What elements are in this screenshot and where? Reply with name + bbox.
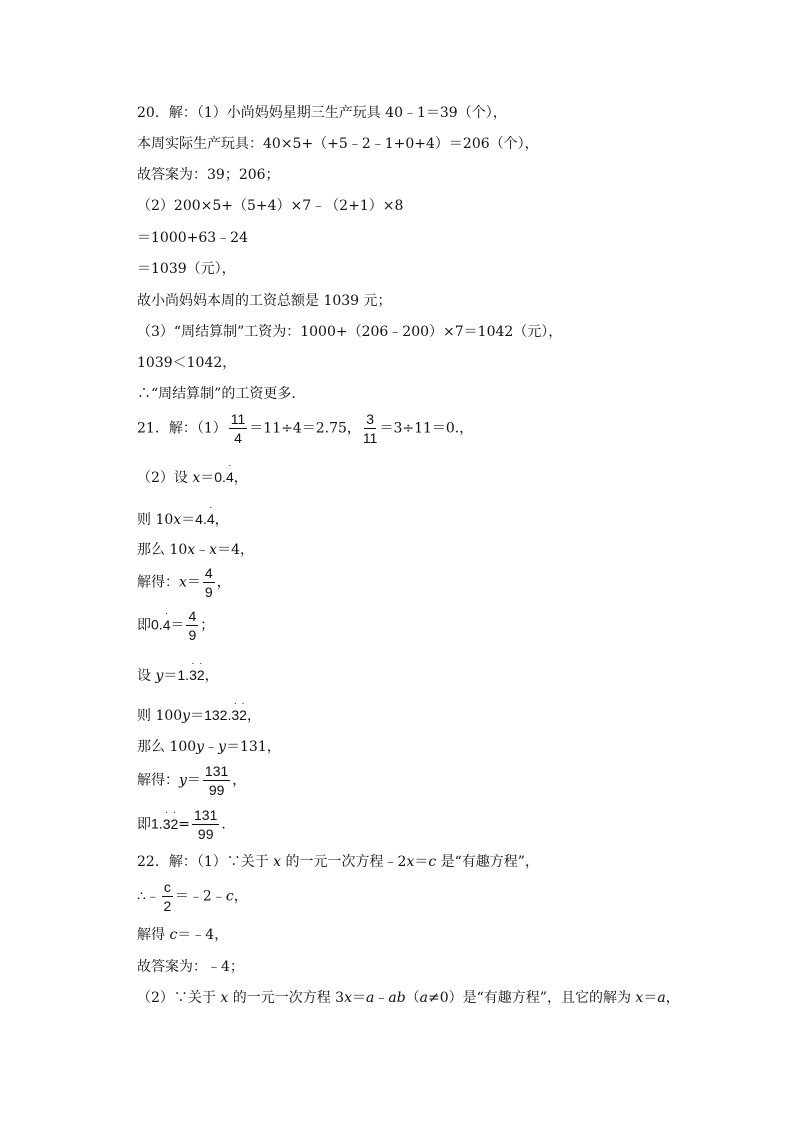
text: ， xyxy=(216,574,231,591)
text: ， xyxy=(214,512,229,528)
repeating-digit xyxy=(206,502,215,528)
text: ﹣ xyxy=(195,542,210,558)
repeating-digit xyxy=(225,460,234,486)
repeat-dot-icon: · xyxy=(228,460,232,471)
variable: x xyxy=(192,470,201,486)
text: （2）设 xyxy=(137,470,193,486)
text: ， xyxy=(246,708,261,724)
q21-line-1 xyxy=(137,412,473,445)
text: ∴﹣ xyxy=(137,888,160,905)
text: 则 100 xyxy=(137,708,183,724)
q20-line-3: 故答案为：39；206； xyxy=(137,167,280,183)
text: 那么 100 xyxy=(137,739,197,755)
text: ， xyxy=(665,990,680,1006)
text: ≠0）是“有趣方程”，且它的解为 xyxy=(428,990,636,1006)
numerator: c xyxy=(163,879,171,895)
repeating-digit xyxy=(162,806,171,833)
repeat-dot-icon: · xyxy=(199,658,203,669)
text: ＝ xyxy=(414,854,429,870)
q22-line-4: 故答案为：﹣4； xyxy=(137,959,244,975)
numerator: 3 xyxy=(366,411,375,427)
q21-line-5 xyxy=(137,566,231,599)
repeat-dot-icon: · xyxy=(164,607,169,619)
digit: 4 xyxy=(206,511,215,527)
fraction xyxy=(203,566,215,599)
denominator: 2 xyxy=(163,898,172,914)
text: ＝ xyxy=(186,574,201,591)
text: ﹣ xyxy=(204,739,219,755)
text: 的一元一次方程﹣2 xyxy=(281,854,407,870)
decimal-part: 0. xyxy=(214,469,226,485)
text: ＝ xyxy=(170,617,185,634)
decimal-part: 1. xyxy=(151,815,163,832)
numerator: 11 xyxy=(230,411,246,427)
digit: 3 xyxy=(231,707,240,723)
q20-line-9: 1039＜1042， xyxy=(137,355,237,371)
text: ， xyxy=(233,888,248,905)
text: 那么 10 xyxy=(137,542,188,558)
repeating-digit xyxy=(170,806,179,833)
q20-line-10: ∴“周结算制”的工资更多． xyxy=(137,386,306,402)
text: 解得： xyxy=(137,574,179,591)
text: 是“有趣方程”， xyxy=(436,854,539,870)
variable: ab xyxy=(388,990,406,1006)
variable: x xyxy=(635,990,644,1006)
decimal-part: 4. xyxy=(195,511,207,527)
repeat-dot-icon: · xyxy=(164,806,169,818)
numerator: 131 xyxy=(194,807,218,823)
digit: 3 xyxy=(162,815,171,832)
digit: 3 xyxy=(189,667,197,683)
variable: a xyxy=(419,990,429,1006)
text: 22．解：（1）∵关于 xyxy=(137,854,274,870)
q21-line-6 xyxy=(137,609,214,642)
text: ＝131， xyxy=(226,739,281,755)
repeating-digit xyxy=(189,658,197,684)
fraction xyxy=(162,880,173,913)
text: ＝ xyxy=(190,708,205,724)
digit: 4 xyxy=(225,469,234,485)
text: ， xyxy=(233,470,248,486)
variable: x xyxy=(273,854,282,870)
fraction xyxy=(186,609,198,642)
denominator: 11 xyxy=(362,430,378,446)
numerator: 4 xyxy=(204,565,213,581)
repeating-digit xyxy=(162,607,171,634)
repeat-dot-icon: · xyxy=(191,658,195,669)
q20-line-8: （3）“周结算制”工资为：1000+（206﹣200）×7＝1042（元）， xyxy=(137,324,563,340)
repeat-dot-icon: · xyxy=(172,806,177,818)
variable: x xyxy=(173,512,182,528)
text: 解得 xyxy=(137,927,170,943)
variable: a xyxy=(657,990,666,1006)
text: ＝ xyxy=(351,990,366,1006)
variable: y xyxy=(179,772,187,789)
repeating-digit xyxy=(196,658,205,684)
text: ＝11÷4＝2.75， xyxy=(249,420,361,437)
q21-line-4 xyxy=(137,541,254,559)
decimal-part: 132. xyxy=(204,707,232,723)
variable: x xyxy=(220,990,229,1006)
digit: 2 xyxy=(170,815,179,832)
denominator: 4 xyxy=(234,430,242,446)
q21-line-10 xyxy=(137,764,246,797)
denominator: 9 xyxy=(204,584,213,600)
variable: x xyxy=(187,542,196,558)
variable: y xyxy=(196,739,205,755)
text: ， xyxy=(204,668,219,684)
variable: x xyxy=(209,542,218,558)
q20-line-6: ＝1039（元）， xyxy=(137,261,236,277)
text: = xyxy=(178,816,191,833)
denominator: 99 xyxy=(197,826,214,842)
variable: y xyxy=(182,708,191,724)
q21-line-3 xyxy=(137,502,229,529)
fraction xyxy=(203,764,230,797)
q21-line-7 xyxy=(137,658,219,685)
repeat-dot-icon: · xyxy=(241,698,245,709)
variable: a xyxy=(365,990,375,1006)
variable: y xyxy=(155,668,164,684)
variable: y xyxy=(218,739,227,755)
variable: c xyxy=(225,888,234,905)
repeat-dot-icon: · xyxy=(209,502,213,513)
q20-line-7: 故小尚妈妈本周的工资总额是 1039 元； xyxy=(137,293,392,309)
text: ； xyxy=(200,617,215,634)
q22-line-3 xyxy=(137,926,228,944)
q21-line-8 xyxy=(137,698,261,725)
text: 设 xyxy=(137,668,156,684)
q22-line-2 xyxy=(137,880,248,913)
numerator: 4 xyxy=(188,608,197,624)
text: ＝ xyxy=(186,772,201,789)
text: ＝ xyxy=(200,470,215,486)
variable: x xyxy=(179,574,187,591)
repeat-dot-icon: · xyxy=(233,698,237,709)
decimal-part: 0. xyxy=(151,616,163,633)
text: ﹣ xyxy=(374,990,389,1006)
q22-line-5 xyxy=(137,989,680,1007)
fraction xyxy=(192,808,219,841)
text: 21．解：（1） xyxy=(137,420,227,437)
text: 即 xyxy=(137,816,151,833)
q20-line-1: 20．解：（1）小尚妈妈星期三生产玩具 40﹣1＝39（个）， xyxy=(137,105,507,121)
text: 的一元一次方程 3 xyxy=(228,990,345,1006)
numerator: 131 xyxy=(204,763,229,779)
text: ＝﹣2﹣ xyxy=(174,888,226,905)
repeating-digit xyxy=(231,698,240,724)
q21-line-11 xyxy=(137,808,235,841)
text: 解得： xyxy=(137,772,179,789)
text: 即 xyxy=(137,617,151,634)
q22-line-1 xyxy=(137,853,539,871)
text: 则 10 xyxy=(137,512,174,528)
text: ＝﹣4， xyxy=(177,927,229,943)
text: ． xyxy=(221,816,236,833)
q20-line-4: （2）200×5+（5+4）×7﹣（2+1）×8 xyxy=(137,198,404,214)
text: ＝4， xyxy=(217,542,254,558)
variable: x xyxy=(406,854,415,870)
variable: c xyxy=(169,927,178,943)
text: （2）∵关于 xyxy=(137,990,221,1006)
text: （ xyxy=(405,990,420,1006)
q20-line-5: ＝1000+63﹣24 xyxy=(137,230,248,246)
repeating-digit xyxy=(239,698,247,724)
text: ＝3÷11＝0.， xyxy=(379,420,474,437)
text: ＝ xyxy=(181,512,196,528)
fraction xyxy=(363,412,378,445)
denominator: 9 xyxy=(188,627,197,643)
text: ＝ xyxy=(643,990,658,1006)
variable: x xyxy=(344,990,352,1006)
text: ， xyxy=(232,772,247,789)
digit: 2 xyxy=(239,707,247,723)
q21-line-9 xyxy=(137,738,281,756)
denominator: 99 xyxy=(208,782,225,798)
text: ＝ xyxy=(163,668,178,684)
q20-line-2: 本周实际生产玩具：40×5+（+5﹣2﹣1+0+4）＝206（个）， xyxy=(137,136,539,152)
fraction xyxy=(229,412,248,445)
q21-line-2 xyxy=(137,460,248,487)
digit: 4 xyxy=(162,616,171,633)
digit: 2 xyxy=(196,667,205,683)
variable: c xyxy=(428,854,437,870)
decimal-part: 1. xyxy=(177,667,190,683)
